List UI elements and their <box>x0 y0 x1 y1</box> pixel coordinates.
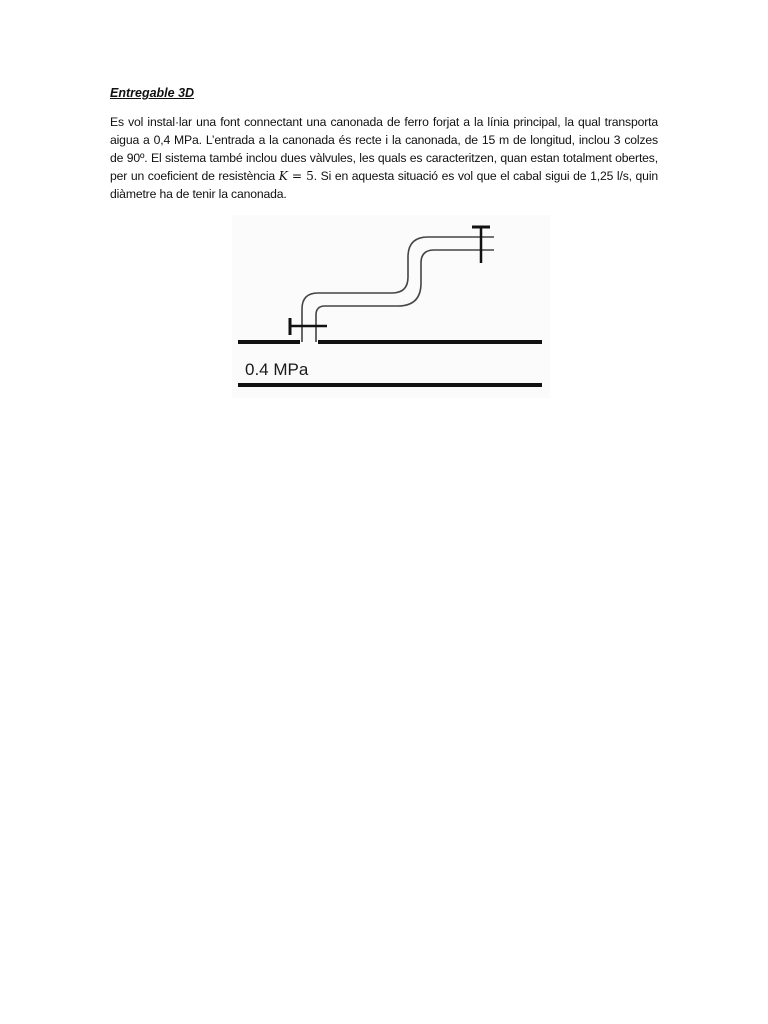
pipe-diagram <box>232 215 550 398</box>
exercise-heading: Entregable 3D <box>110 86 195 100</box>
math-variable-k: K <box>278 169 288 183</box>
pressure-label: 0.4 MPa <box>245 360 309 379</box>
pipe-outer-wall <box>302 237 494 342</box>
statement-text-part-1: Es vol instal·lar una font connectant una canonada de ferro forjat a la línia principal, la qual transporta aigua a 0,4 MPa. L’entrada a la canonada és recte i la canonada, de 15 m de longitud, inclou 3 colzes de 90º. El sistema també inclou dues vàlvules, les quals es caracteritzen, quan estan totalment obertes, per un coeficient de resistència <box>110 115 658 183</box>
pipe-inner-wall <box>316 250 494 342</box>
pipe-diagram-svg <box>232 215 550 398</box>
statement-text-part-2: . Si en aquesta situació es vol que el cabal sigui de 1,25 l/s, quin diàmetre ha de tenir la canonada. <box>110 169 659 201</box>
math-relation: = 5 <box>287 169 314 183</box>
problem-statement <box>110 113 658 203</box>
